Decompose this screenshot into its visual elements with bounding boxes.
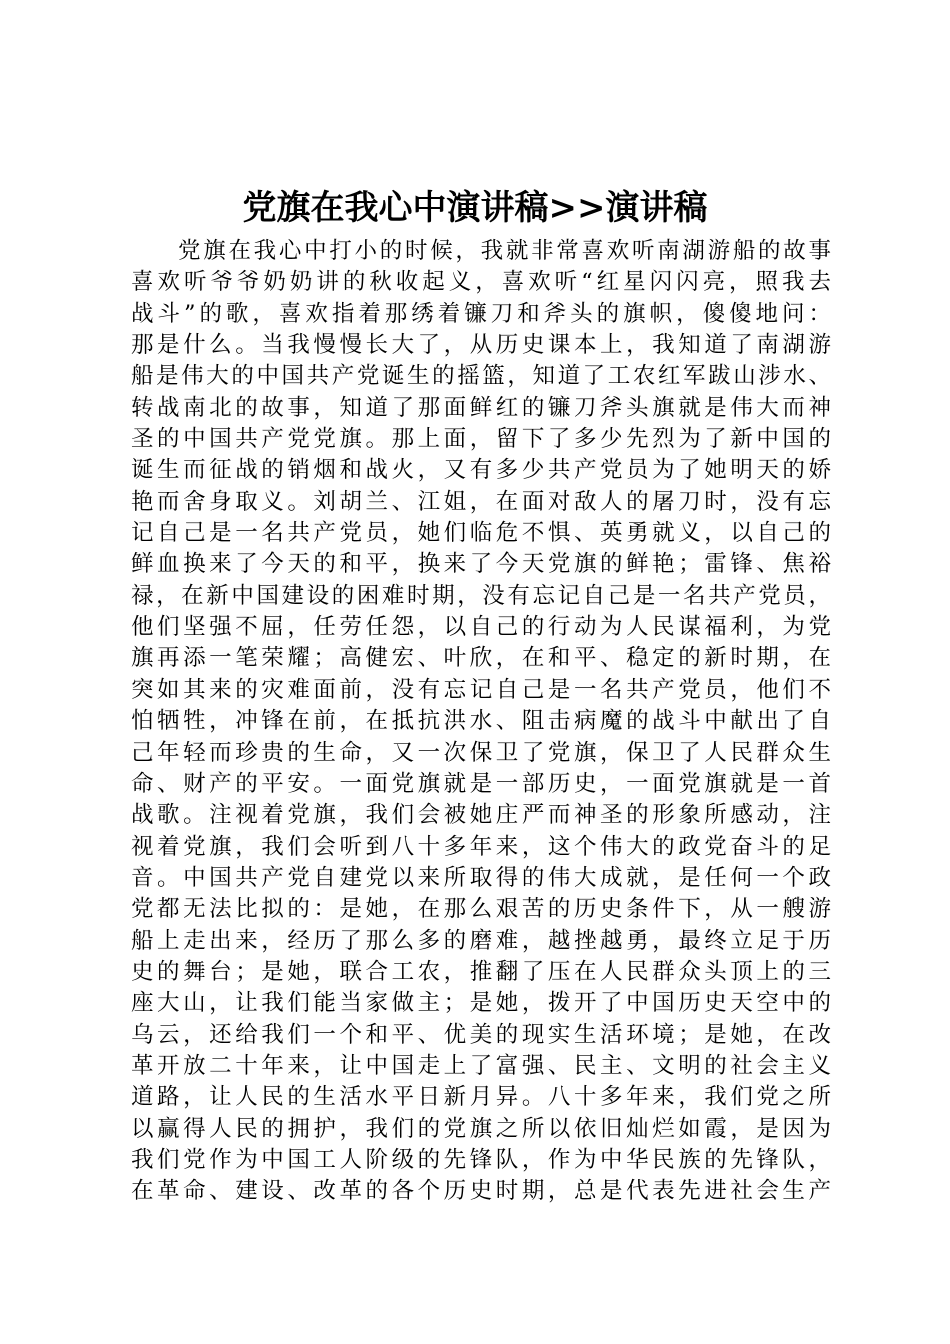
body-line: 船是伟大的中国共产党诞生的摇篮，知道了工农红军跋山涉水、 [131,363,831,390]
document-title: 党旗在我心中演讲稿>>演讲稿 [242,188,708,228]
body-line: 禄，在新中国建设的困难时期，没有忘记自己是一名共产党员， [131,582,831,609]
body-line: 突如其来的灾难面前，没有忘记自己是一名共产党员，他们不 [131,676,831,703]
body-line: 党旗在我心中打小的时候，我就非常喜欢听南湖游船的故事 [178,238,831,264]
body-line: 革开放二十年来，让中国走上了富强、民主、文明的社会主义 [131,1052,831,1079]
body-line: 命、财产的平安。一面党旗就是一部历史，一面党旗就是一首 [131,770,831,797]
body-line: 鲜血换来了今天的和平，换来了今天党旗的鲜艳；雷锋、焦裕 [131,551,831,578]
body-line: 座大山，让我们能当家做主；是她，拨开了中国历史天空中的 [131,990,831,1017]
body-line: 己年轻而珍贵的生命，又一次保卫了党旗，保卫了人民群众生 [131,739,831,766]
body-line: 那是什么。当我慢慢长大了，从历史课本上，我知道了南湖游 [131,332,831,359]
body-line: 记自己是一名共产党员，她们临危不惧、英勇就义，以自己的 [131,520,831,547]
body-line: 诞生而征战的销烟和战火，又有多少共产党员为了她明天的娇 [131,457,831,484]
body-line: 以赢得人民的拥护，我们的党旗之所以依旧灿烂如霞，是因为 [131,1115,831,1142]
body-line: 圣的中国共产党党旗。那上面，留下了多少先烈为了新中国的 [131,426,831,453]
body-line: 怕牺牲，冲锋在前，在抵抗洪水、阻击病魔的战斗中献出了自 [131,708,831,735]
body-line: 他们坚强不屈，任劳任怨，以自己的行动为人民谋福利，为党 [131,614,831,641]
body-line: 转战南北的故事，知道了那面鲜红的镰刀斧头旗就是伟大而神 [131,394,831,421]
body-line: 道路，让人民的生活水平日新月异。八十多年来，我们党之所 [131,1084,831,1111]
document-body [131,236,831,1208]
body-line: 音。中国共产党自建党以来所取得的伟大成就，是任何一个政 [131,864,831,891]
body-line: 战歌。注视着党旗，我们会被她庄严而神圣的形象所感动，注 [131,802,831,829]
body-line: 喜欢听爷爷奶奶讲的秋收起义，喜欢听“红星闪闪亮，照我去 [131,269,831,296]
body-line: 视着党旗，我们会听到八十多年来，这个伟大的政党奋斗的足 [131,833,831,860]
body-line: 艳而舍身取义。刘胡兰、江姐，在面对敌人的屠刀时，没有忘 [131,488,831,515]
body-line: 史的舞台；是她，联合工农，推翻了压在人民群众头顶上的三 [131,958,831,985]
body-line: 船上走出来，经历了那么多的磨难，越挫越勇，最终立足于历 [131,927,831,954]
body-line: 旗再添一笔荣耀；高健宏、叶欣，在和平、稳定的新时期，在 [131,645,831,672]
body-line: 乌云，还给我们一个和平、优美的现实生活环境；是她，在改 [131,1021,831,1048]
body-line: 战斗”的歌，喜欢指着那绣着镰刀和斧头的旗帜，傻傻地问： [131,300,831,327]
body-line: 在革命、建设、改革的各个历史时期，总是代表先进社会生产 [131,1178,831,1205]
body-line: 我们党作为中国工人阶级的先锋队，作为中华民族的先锋队， [131,1146,831,1173]
body-line: 党都无法比拟的：是她，在那么艰苦的历史条件下，从一艘游 [131,896,831,923]
